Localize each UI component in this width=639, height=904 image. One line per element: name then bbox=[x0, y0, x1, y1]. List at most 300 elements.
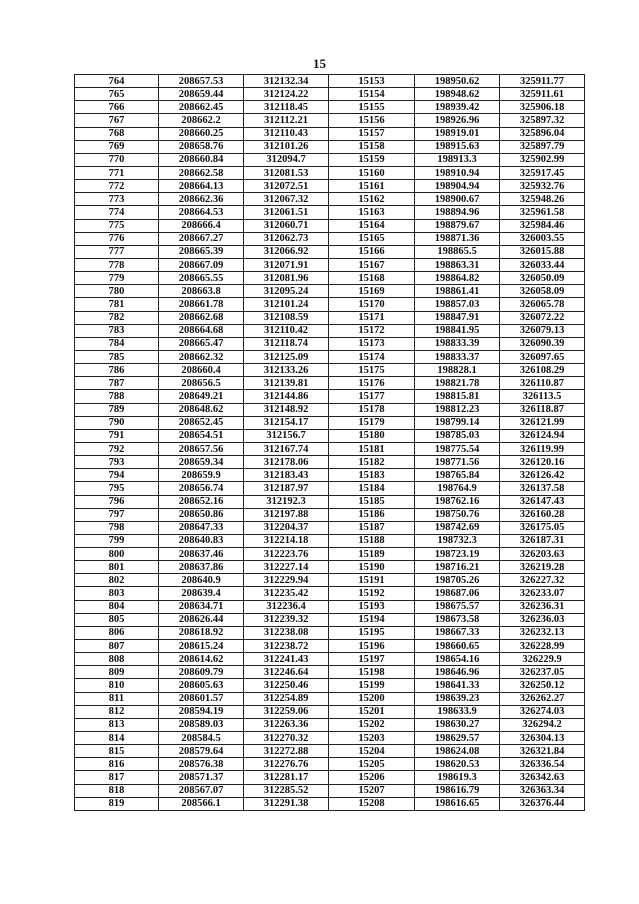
table-cell: 198815.81 bbox=[415, 390, 500, 403]
table-cell: 15155 bbox=[329, 101, 415, 114]
table-row bbox=[75, 258, 585, 271]
table-cell: 312223.76 bbox=[244, 548, 329, 561]
table-cell: 326072.22 bbox=[500, 311, 585, 324]
table-cell: 208660.84 bbox=[159, 153, 244, 166]
table-row bbox=[75, 140, 585, 153]
table-cell: 312254.89 bbox=[244, 692, 329, 705]
table-cell: 326050.09 bbox=[500, 272, 585, 285]
table-cell: 312118.74 bbox=[244, 337, 329, 350]
table-row bbox=[75, 600, 585, 613]
table-cell: 812 bbox=[75, 705, 159, 718]
table-cell: 198785.03 bbox=[415, 429, 500, 442]
table-cell: 208664.68 bbox=[159, 324, 244, 337]
table-row bbox=[75, 495, 585, 508]
table-cell: 208661.78 bbox=[159, 298, 244, 311]
table-row bbox=[75, 416, 585, 429]
table-cell: 802 bbox=[75, 574, 159, 587]
table-cell: 326227.32 bbox=[500, 574, 585, 587]
table-cell: 312144.86 bbox=[244, 390, 329, 403]
table-cell: 198864.82 bbox=[415, 272, 500, 285]
table-cell: 208640.9 bbox=[159, 574, 244, 587]
table-cell: 208652.45 bbox=[159, 416, 244, 429]
table-cell: 326175.05 bbox=[500, 521, 585, 534]
table-cell: 198646.96 bbox=[415, 666, 500, 679]
table-cell: 325902.99 bbox=[500, 153, 585, 166]
table-cell: 15188 bbox=[329, 534, 415, 547]
table-cell: 208639.4 bbox=[159, 587, 244, 600]
table-row bbox=[75, 245, 585, 258]
table-cell: 325897.79 bbox=[500, 140, 585, 153]
table-cell: 312259.06 bbox=[244, 705, 329, 718]
table-cell: 208656.74 bbox=[159, 482, 244, 495]
table-cell: 312101.24 bbox=[244, 298, 329, 311]
table-cell: 198863.31 bbox=[415, 258, 500, 271]
table-cell: 15178 bbox=[329, 403, 415, 416]
table-cell: 15203 bbox=[329, 732, 415, 745]
table-cell: 198879.67 bbox=[415, 219, 500, 232]
table-cell: 312183.43 bbox=[244, 469, 329, 482]
table-cell: 326376.44 bbox=[500, 797, 585, 810]
table-row bbox=[75, 732, 585, 745]
table-cell: 312148.92 bbox=[244, 403, 329, 416]
table-cell: 776 bbox=[75, 232, 159, 245]
table-cell: 15166 bbox=[329, 245, 415, 258]
table-cell: 198939.42 bbox=[415, 101, 500, 114]
table-cell: 208594.19 bbox=[159, 705, 244, 718]
table-cell: 325911.77 bbox=[500, 75, 585, 88]
table-cell: 312110.42 bbox=[244, 324, 329, 337]
table-row bbox=[75, 718, 585, 731]
table-row bbox=[75, 232, 585, 245]
table-cell: 312236.4 bbox=[244, 600, 329, 613]
table-cell: 15171 bbox=[329, 311, 415, 324]
table-cell: 326219.28 bbox=[500, 561, 585, 574]
table-cell: 326113.5 bbox=[500, 390, 585, 403]
table-cell: 198641.33 bbox=[415, 679, 500, 692]
table-cell: 15194 bbox=[329, 613, 415, 626]
table-row bbox=[75, 653, 585, 666]
table-cell: 814 bbox=[75, 732, 159, 745]
table-cell: 198915.63 bbox=[415, 140, 500, 153]
table-cell: 208589.03 bbox=[159, 718, 244, 731]
table-cell: 312101.26 bbox=[244, 140, 329, 153]
table-cell: 788 bbox=[75, 390, 159, 403]
table-cell: 811 bbox=[75, 692, 159, 705]
table-row bbox=[75, 324, 585, 337]
table-cell: 198894.96 bbox=[415, 206, 500, 219]
page-number: 15 bbox=[313, 56, 326, 71]
table-cell: 208618.92 bbox=[159, 626, 244, 639]
table-cell: 15165 bbox=[329, 232, 415, 245]
table-cell: 325896.04 bbox=[500, 127, 585, 140]
table-row bbox=[75, 508, 585, 521]
table-cell: 208605.63 bbox=[159, 679, 244, 692]
table-cell: 208662.45 bbox=[159, 101, 244, 114]
table-cell: 208634.71 bbox=[159, 600, 244, 613]
table-cell: 326126.42 bbox=[500, 469, 585, 482]
table-cell: 312263.36 bbox=[244, 718, 329, 731]
table-cell: 795 bbox=[75, 482, 159, 495]
table-cell: 208658.76 bbox=[159, 140, 244, 153]
table-cell: 15198 bbox=[329, 666, 415, 679]
table-row bbox=[75, 679, 585, 692]
table-cell: 326187.31 bbox=[500, 534, 585, 547]
table-cell: 312156.7 bbox=[244, 429, 329, 442]
table-cell: 817 bbox=[75, 771, 159, 784]
table-row bbox=[75, 311, 585, 324]
table-cell: 198812.23 bbox=[415, 403, 500, 416]
table-cell: 803 bbox=[75, 587, 159, 600]
table-cell: 312095.24 bbox=[244, 285, 329, 298]
table-cell: 326342.63 bbox=[500, 771, 585, 784]
table-cell: 208652.16 bbox=[159, 495, 244, 508]
table-row bbox=[75, 114, 585, 127]
table-row bbox=[75, 403, 585, 416]
table-cell: 15181 bbox=[329, 442, 415, 455]
table-cell: 15179 bbox=[329, 416, 415, 429]
table-row bbox=[75, 574, 585, 587]
table-cell: 783 bbox=[75, 324, 159, 337]
table-row bbox=[75, 193, 585, 206]
table-cell: 326058.09 bbox=[500, 285, 585, 298]
table-cell: 208571.37 bbox=[159, 771, 244, 784]
table-cell: 208648.62 bbox=[159, 403, 244, 416]
table-cell: 312081.96 bbox=[244, 272, 329, 285]
table-cell: 326229.9 bbox=[500, 653, 585, 666]
table-row bbox=[75, 337, 585, 350]
table-cell: 312197.88 bbox=[244, 508, 329, 521]
table-cell: 326079.13 bbox=[500, 324, 585, 337]
table-cell: 326274.03 bbox=[500, 705, 585, 718]
table-cell: 198833.37 bbox=[415, 350, 500, 363]
table-cell: 784 bbox=[75, 337, 159, 350]
table-cell: 198705.26 bbox=[415, 574, 500, 587]
table-cell: 326228.99 bbox=[500, 640, 585, 653]
table-cell: 208662.36 bbox=[159, 193, 244, 206]
table-cell: 15180 bbox=[329, 429, 415, 442]
table-cell: 208660.4 bbox=[159, 364, 244, 377]
table-cell: 326137.58 bbox=[500, 482, 585, 495]
table-cell: 326065.78 bbox=[500, 298, 585, 311]
table-row bbox=[75, 285, 585, 298]
table-cell: 312270.32 bbox=[244, 732, 329, 745]
table-cell: 15185 bbox=[329, 495, 415, 508]
table-cell: 15193 bbox=[329, 600, 415, 613]
table-cell: 326233.07 bbox=[500, 587, 585, 600]
table-cell: 325961.58 bbox=[500, 206, 585, 219]
table-cell: 326110.87 bbox=[500, 377, 585, 390]
table-cell: 797 bbox=[75, 508, 159, 521]
table-cell: 198675.57 bbox=[415, 600, 500, 613]
table-cell: 198654.16 bbox=[415, 653, 500, 666]
table-row bbox=[75, 548, 585, 561]
table-cell: 15169 bbox=[329, 285, 415, 298]
table-cell: 813 bbox=[75, 718, 159, 731]
table-cell: 208626.44 bbox=[159, 613, 244, 626]
table-cell: 208659.34 bbox=[159, 456, 244, 469]
table-cell: 15156 bbox=[329, 114, 415, 127]
table-cell: 15163 bbox=[329, 206, 415, 219]
table-cell: 765 bbox=[75, 88, 159, 101]
table-cell: 818 bbox=[75, 784, 159, 797]
table-cell: 15170 bbox=[329, 298, 415, 311]
table-cell: 208649.21 bbox=[159, 390, 244, 403]
table-cell: 312118.45 bbox=[244, 101, 329, 114]
table-cell: 312204.37 bbox=[244, 521, 329, 534]
table-cell: 326121.99 bbox=[500, 416, 585, 429]
table-cell: 208665.55 bbox=[159, 272, 244, 285]
table-cell: 312281.17 bbox=[244, 771, 329, 784]
table-row bbox=[75, 88, 585, 101]
table-row bbox=[75, 180, 585, 193]
table-cell: 198630.27 bbox=[415, 718, 500, 731]
table-cell: 312133.26 bbox=[244, 364, 329, 377]
table-cell: 312110.43 bbox=[244, 127, 329, 140]
table-cell: 15204 bbox=[329, 745, 415, 758]
table-cell: 312214.18 bbox=[244, 534, 329, 547]
table-cell: 208664.53 bbox=[159, 206, 244, 219]
table-row bbox=[75, 771, 585, 784]
table-cell: 198841.95 bbox=[415, 324, 500, 337]
table-cell: 15153 bbox=[329, 75, 415, 88]
table-cell: 773 bbox=[75, 193, 159, 206]
table-cell: 312112.21 bbox=[244, 114, 329, 127]
table-cell: 312071.91 bbox=[244, 258, 329, 271]
table-row bbox=[75, 521, 585, 534]
table-cell: 325932.76 bbox=[500, 180, 585, 193]
table-cell: 15177 bbox=[329, 390, 415, 403]
table-row bbox=[75, 797, 585, 810]
table-cell: 312246.64 bbox=[244, 666, 329, 679]
table-cell: 198667.33 bbox=[415, 626, 500, 639]
table-cell: 799 bbox=[75, 534, 159, 547]
table-row bbox=[75, 784, 585, 797]
table-row bbox=[75, 206, 585, 219]
table-cell: 781 bbox=[75, 298, 159, 311]
table-row bbox=[75, 429, 585, 442]
table-cell: 312239.32 bbox=[244, 613, 329, 626]
table-cell: 208615.24 bbox=[159, 640, 244, 653]
table-cell: 15199 bbox=[329, 679, 415, 692]
table-cell: 198624.08 bbox=[415, 745, 500, 758]
table-cell: 312291.38 bbox=[244, 797, 329, 810]
table-row bbox=[75, 666, 585, 679]
table-cell: 15160 bbox=[329, 166, 415, 179]
table-cell: 312276.76 bbox=[244, 758, 329, 771]
table-cell: 198857.03 bbox=[415, 298, 500, 311]
table-cell: 794 bbox=[75, 469, 159, 482]
table-cell: 198948.62 bbox=[415, 88, 500, 101]
table-cell: 325984.46 bbox=[500, 219, 585, 232]
table-cell: 326119.99 bbox=[500, 442, 585, 455]
table-cell: 325897.32 bbox=[500, 114, 585, 127]
table-cell: 208662.2 bbox=[159, 114, 244, 127]
table-cell: 15196 bbox=[329, 640, 415, 653]
table-cell: 775 bbox=[75, 219, 159, 232]
table-cell: 312094.7 bbox=[244, 153, 329, 166]
table-cell: 198900.67 bbox=[415, 193, 500, 206]
table-cell: 787 bbox=[75, 377, 159, 390]
table-cell: 208566.1 bbox=[159, 797, 244, 810]
table-cell: 198771.56 bbox=[415, 456, 500, 469]
table-cell: 15186 bbox=[329, 508, 415, 521]
table-cell: 793 bbox=[75, 456, 159, 469]
table-cell: 15168 bbox=[329, 272, 415, 285]
table-cell: 198687.06 bbox=[415, 587, 500, 600]
table-cell: 312125.09 bbox=[244, 350, 329, 363]
table-cell: 326160.28 bbox=[500, 508, 585, 521]
table-cell: 198926.96 bbox=[415, 114, 500, 127]
table-cell: 208609.79 bbox=[159, 666, 244, 679]
table-cell: 15162 bbox=[329, 193, 415, 206]
table-cell: 312067.32 bbox=[244, 193, 329, 206]
table-cell: 208662.32 bbox=[159, 350, 244, 363]
table-cell: 208659.9 bbox=[159, 469, 244, 482]
table-cell: 791 bbox=[75, 429, 159, 442]
table-cell: 208662.68 bbox=[159, 311, 244, 324]
table-cell: 326236.31 bbox=[500, 600, 585, 613]
table-cell: 806 bbox=[75, 626, 159, 639]
table-cell: 815 bbox=[75, 745, 159, 758]
table-cell: 789 bbox=[75, 403, 159, 416]
table-cell: 15205 bbox=[329, 758, 415, 771]
table-cell: 769 bbox=[75, 140, 159, 153]
table-row bbox=[75, 272, 585, 285]
table-cell: 326336.54 bbox=[500, 758, 585, 771]
table-row bbox=[75, 442, 585, 455]
table-row bbox=[75, 640, 585, 653]
table-cell: 208666.4 bbox=[159, 219, 244, 232]
table-cell: 208667.09 bbox=[159, 258, 244, 271]
table-cell: 312187.97 bbox=[244, 482, 329, 495]
table-cell: 770 bbox=[75, 153, 159, 166]
table-cell: 312241.43 bbox=[244, 653, 329, 666]
table-row bbox=[75, 166, 585, 179]
table-cell: 312227.14 bbox=[244, 561, 329, 574]
table-cell: 15172 bbox=[329, 324, 415, 337]
table-row bbox=[75, 390, 585, 403]
table-cell: 15174 bbox=[329, 350, 415, 363]
table-cell: 312250.46 bbox=[244, 679, 329, 692]
table-cell: 208665.47 bbox=[159, 337, 244, 350]
table-cell: 198919.01 bbox=[415, 127, 500, 140]
table-cell: 15187 bbox=[329, 521, 415, 534]
table-cell: 198847.91 bbox=[415, 311, 500, 324]
table-row bbox=[75, 469, 585, 482]
table-cell: 208567.07 bbox=[159, 784, 244, 797]
table-row bbox=[75, 705, 585, 718]
table-cell: 15191 bbox=[329, 574, 415, 587]
table-cell: 326232.13 bbox=[500, 626, 585, 639]
table-row bbox=[75, 219, 585, 232]
table-row bbox=[75, 127, 585, 140]
table-cell: 819 bbox=[75, 797, 159, 810]
table-cell: 208660.25 bbox=[159, 127, 244, 140]
table-row bbox=[75, 587, 585, 600]
table-cell: 198716.21 bbox=[415, 561, 500, 574]
table-cell: 325911.61 bbox=[500, 88, 585, 101]
table-cell: 312139.81 bbox=[244, 377, 329, 390]
table-cell: 198828.1 bbox=[415, 364, 500, 377]
table-cell: 198871.36 bbox=[415, 232, 500, 245]
table-cell: 798 bbox=[75, 521, 159, 534]
table-row bbox=[75, 626, 585, 639]
table-cell: 208579.64 bbox=[159, 745, 244, 758]
table-cell: 15208 bbox=[329, 797, 415, 810]
table-cell: 15200 bbox=[329, 692, 415, 705]
table-cell: 312178.06 bbox=[244, 456, 329, 469]
table-cell: 800 bbox=[75, 548, 159, 561]
table-cell: 208584.5 bbox=[159, 732, 244, 745]
table-cell: 312192.3 bbox=[244, 495, 329, 508]
table-cell: 326015.88 bbox=[500, 245, 585, 258]
table-cell: 198950.62 bbox=[415, 75, 500, 88]
table-cell: 198910.94 bbox=[415, 166, 500, 179]
table-cell: 198865.5 bbox=[415, 245, 500, 258]
table-cell: 15175 bbox=[329, 364, 415, 377]
table-cell: 198732.3 bbox=[415, 534, 500, 547]
table-cell: 15184 bbox=[329, 482, 415, 495]
table-cell: 15201 bbox=[329, 705, 415, 718]
table-cell: 198629.57 bbox=[415, 732, 500, 745]
table-cell: 198660.65 bbox=[415, 640, 500, 653]
table-cell: 796 bbox=[75, 495, 159, 508]
table-row bbox=[75, 745, 585, 758]
table-cell: 326236.03 bbox=[500, 613, 585, 626]
table-cell: 780 bbox=[75, 285, 159, 298]
table-cell: 312060.71 bbox=[244, 219, 329, 232]
table-cell: 198904.94 bbox=[415, 180, 500, 193]
table-cell: 15164 bbox=[329, 219, 415, 232]
table-cell: 771 bbox=[75, 166, 159, 179]
table-row bbox=[75, 350, 585, 363]
table-cell: 801 bbox=[75, 561, 159, 574]
table-cell: 198619.3 bbox=[415, 771, 500, 784]
table-cell: 326090.39 bbox=[500, 337, 585, 350]
table-cell: 198616.79 bbox=[415, 784, 500, 797]
table-cell: 778 bbox=[75, 258, 159, 271]
table-cell: 312272.88 bbox=[244, 745, 329, 758]
table-cell: 326294.2 bbox=[500, 718, 585, 731]
table-cell: 325917.45 bbox=[500, 166, 585, 179]
table-cell: 312072.51 bbox=[244, 180, 329, 193]
table-cell: 326237.05 bbox=[500, 666, 585, 679]
table-cell: 198833.39 bbox=[415, 337, 500, 350]
table-row bbox=[75, 101, 585, 114]
table-cell: 312238.72 bbox=[244, 640, 329, 653]
table-cell: 15161 bbox=[329, 180, 415, 193]
table-cell: 782 bbox=[75, 311, 159, 324]
table-cell: 326321.84 bbox=[500, 745, 585, 758]
table-cell: 208637.46 bbox=[159, 548, 244, 561]
table-cell: 326304.13 bbox=[500, 732, 585, 745]
table-cell: 326147.43 bbox=[500, 495, 585, 508]
table-row bbox=[75, 364, 585, 377]
table-cell: 326097.65 bbox=[500, 350, 585, 363]
table-cell: 326108.29 bbox=[500, 364, 585, 377]
table-cell: 810 bbox=[75, 679, 159, 692]
table-cell: 326363.34 bbox=[500, 784, 585, 797]
table-cell: 198742.69 bbox=[415, 521, 500, 534]
table-cell: 198913.3 bbox=[415, 153, 500, 166]
table-cell: 312167.74 bbox=[244, 442, 329, 455]
table-row bbox=[75, 758, 585, 771]
table-cell: 198861.41 bbox=[415, 285, 500, 298]
table-cell: 312124.22 bbox=[244, 88, 329, 101]
table-cell: 805 bbox=[75, 613, 159, 626]
table-cell: 198775.54 bbox=[415, 442, 500, 455]
table-cell: 208656.5 bbox=[159, 377, 244, 390]
